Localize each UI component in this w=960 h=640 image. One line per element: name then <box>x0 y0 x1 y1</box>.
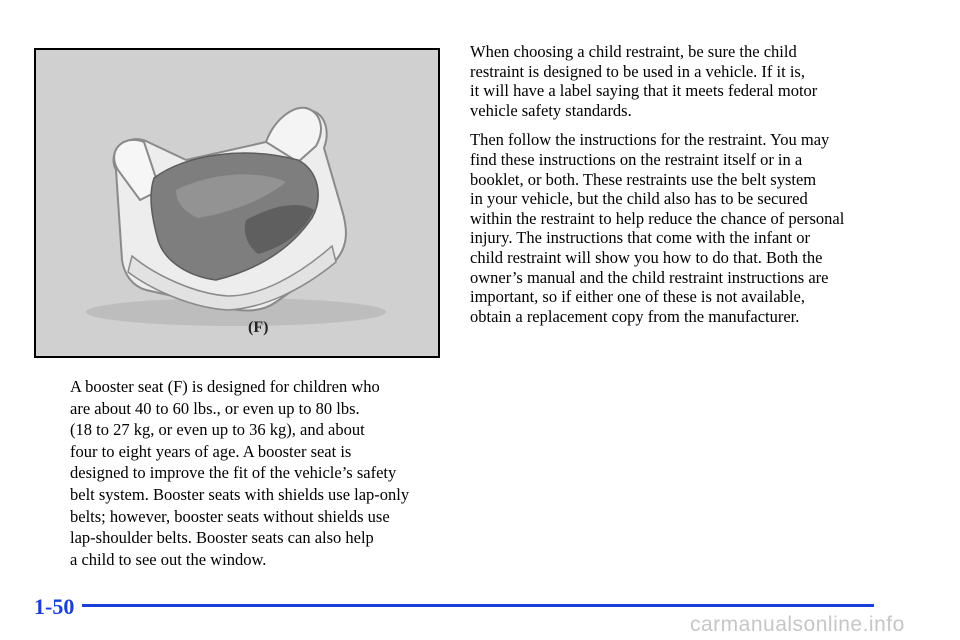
text-line: obtain a replacement copy from the manufacturer. <box>470 306 800 326</box>
page-number: 1-50 <box>34 594 75 619</box>
figure-label: (F) <box>248 319 269 336</box>
caption-line: belt system. Booster seats with shields use lap-only <box>70 484 410 504</box>
text-line: important, so if either one of these is not available, <box>470 287 805 307</box>
text-line: restraint is designed to be used in a vehicle. If it is, <box>470 61 805 81</box>
text-line: When choosing a child restraint, be sure the child <box>470 42 797 61</box>
caption-line: (18 to 27 kg, or even up to 36 kg), and about <box>70 420 365 440</box>
text-line: within the restraint to help reduce the chance of personal <box>470 208 845 228</box>
caption-line: four to eight years of age. A booster seat is <box>70 441 352 461</box>
text-line: find these instructions on the restraint itself or in a <box>470 149 803 169</box>
text-line: it will have a label saying that it meets federal motor <box>470 81 818 101</box>
text-line: booklet, or both. These restraints use the belt system <box>470 169 817 189</box>
text-line: injury. The instructions that come with the infant or <box>470 228 811 248</box>
text-line: in your vehicle, but the child also has to be secured <box>470 189 808 209</box>
right-column-text <box>470 42 890 336</box>
text-line: vehicle safety standards. <box>470 100 632 120</box>
caption-line: designed to improve the fit of the vehicle’s safety <box>70 463 397 483</box>
text-line: child restraint will show you how to do that. Both the <box>470 247 823 267</box>
caption-line: are about 40 to 60 lbs., or even up to 80 lbs. <box>70 398 360 418</box>
paragraph-choosing-restraint <box>470 42 890 120</box>
booster-seat-drawing <box>36 50 438 356</box>
booster-seat-caption <box>70 376 450 570</box>
text-line: owner’s manual and the child restraint instructions are <box>470 267 829 287</box>
caption-line: belts; however, booster seats without shields use <box>70 506 390 526</box>
caption-line: a child to see out the window. <box>70 549 267 569</box>
text-line: Then follow the instructions for the restraint. You may <box>470 130 830 150</box>
caption-line: lap-shoulder belts. Booster seats can also help <box>70 528 374 548</box>
watermark: carmanualsonline.info <box>690 613 905 636</box>
footer-rule <box>82 604 874 607</box>
booster-seat-illustration <box>34 48 440 358</box>
caption-line: A booster seat (F) is designed for children who <box>70 377 380 396</box>
paragraph-follow-instructions <box>470 130 890 326</box>
